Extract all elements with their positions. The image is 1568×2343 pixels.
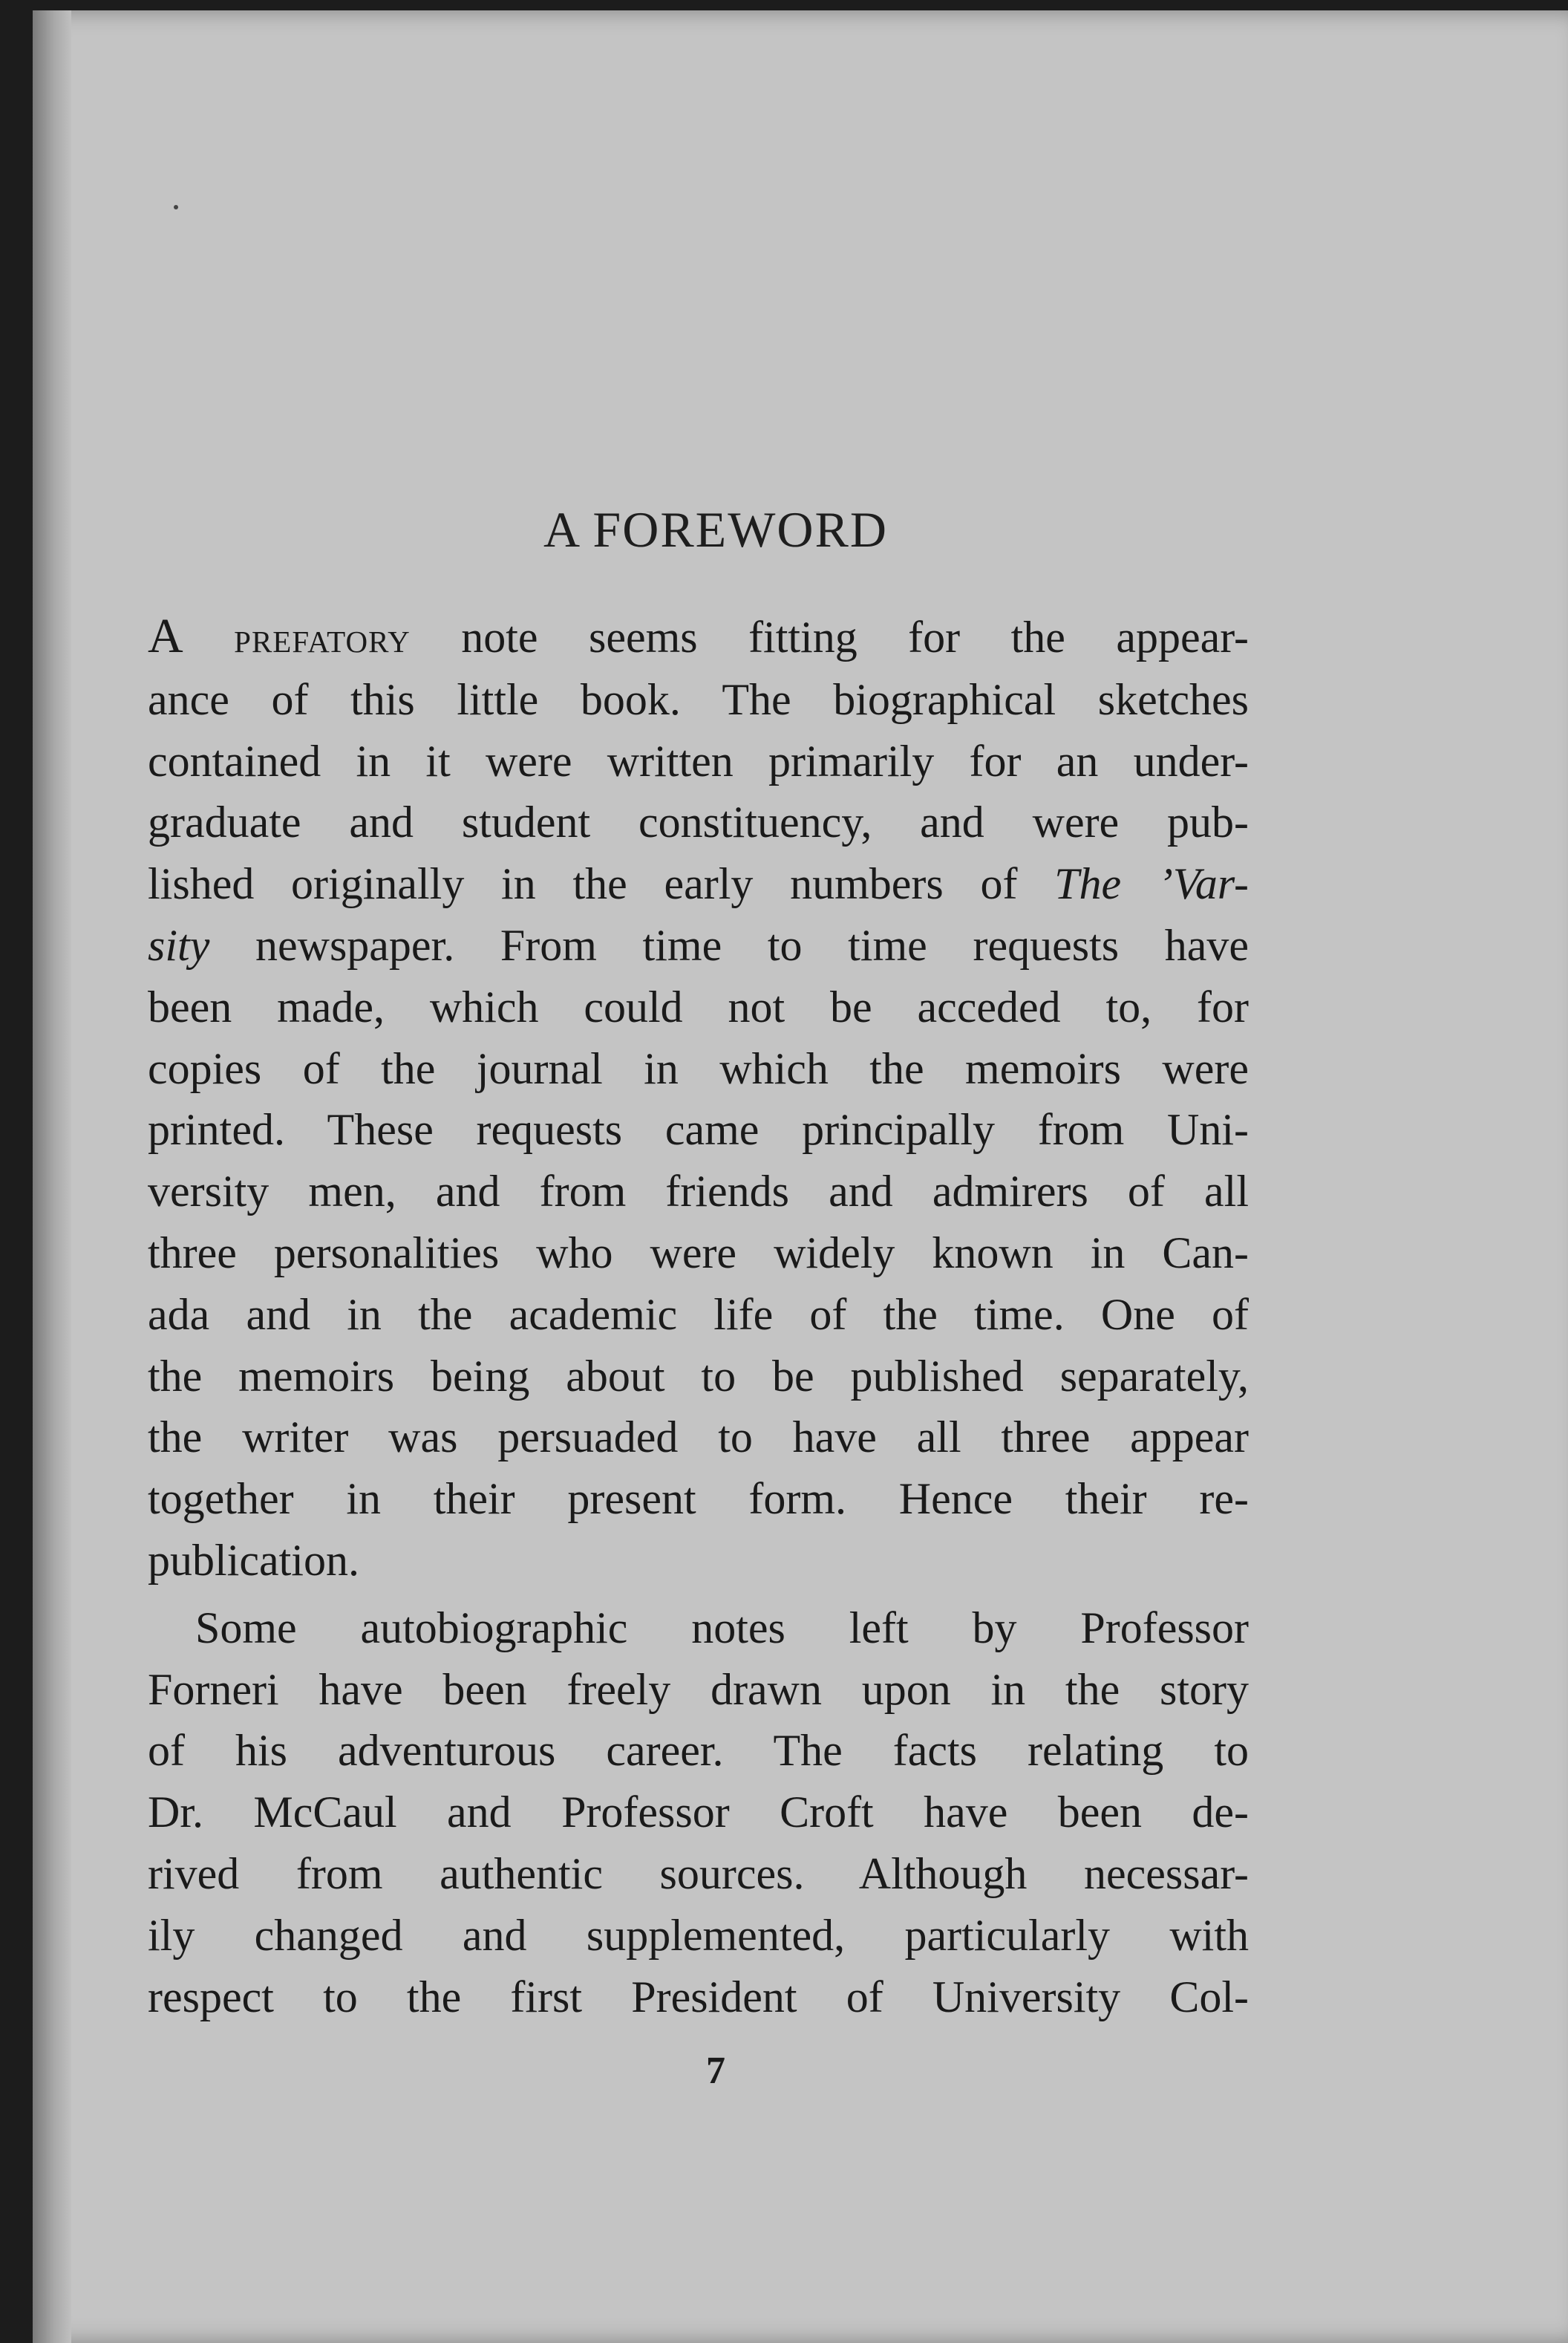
text-line: Dr. McCaul and Professor Croft have been de- [148,1788,1249,1837]
text-line: ily changed and supplemented, particularly with [148,1910,1249,1960]
speck-mark [174,205,178,209]
text-line: ada and in the academic life of the time. One of [148,1289,1249,1339]
foreword-body [148,606,1249,2027]
text-line: respect to the first President of University Col- [148,1972,1249,2021]
page-number: 7 [706,2050,725,2092]
text-line: three personalities who were widely known in Can- [148,1228,1249,1277]
text-line: contained in it were written primarily for an under- [148,736,1249,786]
text-line: of his adventurous career. The facts relating to [148,1726,1249,1776]
text-line: Some autobiographic notes left by Professor [195,1603,1249,1652]
italic-title: The ’Var- [1054,859,1250,909]
page-heading: A FOREWORD [543,501,888,558]
italic-title: sity [148,920,210,970]
book-spine-shadow [33,10,71,2343]
text-line: lished originally in the early numbers of The ’Var- [148,859,1250,909]
text-line: graduate and student constituency, and were pub- [148,798,1249,847]
text-line: A prefatory note seems fitting for the appear- [148,609,1250,663]
dropcap: A [148,609,183,663]
paragraph-2 [148,1597,1249,2028]
small-caps-word: prefatory [234,613,411,662]
text-line: publication. [148,1535,359,1585]
text-line: Forneri have been freely drawn upon in the story [148,1664,1249,1714]
text-line: versity men, and from friends and admirers of all [148,1167,1249,1216]
paragraph-1 [148,606,1249,1591]
text-line: ance of this little book. The biographical sketches [148,674,1249,724]
text-line: rived from authentic sources. Although necessar- [148,1848,1249,1898]
text-line: been made, which could not be acceded to, for [148,982,1249,1032]
text-line: sity newspaper. From time to time requests have [148,920,1249,970]
text-line: the memoirs being about to be published separately, [148,1351,1249,1401]
book-page [33,10,1568,2343]
text-line: together in their present form. Hence their re- [148,1474,1249,1524]
text-line: copies of the journal in which the memoirs were [148,1043,1249,1093]
text-line: the writer was persuaded to have all three appear [148,1412,1249,1462]
text-line: printed. These requests came principally from Uni- [148,1105,1249,1155]
